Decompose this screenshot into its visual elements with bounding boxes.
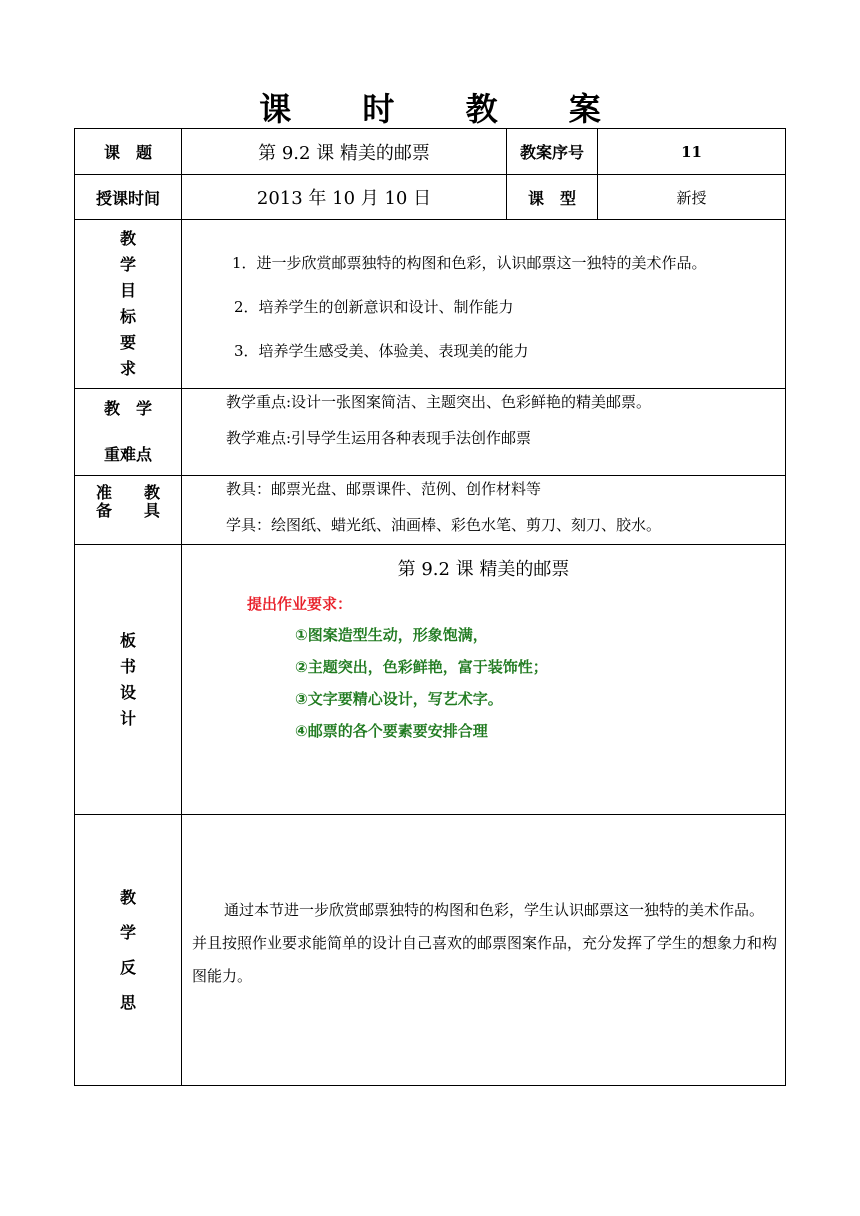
lesson-title-value: 第 9.2 课 精美的邮票	[182, 129, 507, 175]
goal-item: 2．培养学生的创新意识和设计、制作能力	[234, 298, 514, 316]
document-title: 课 时 教 案	[259, 90, 631, 128]
keypoints-content	[182, 389, 786, 476]
lesson-plan-table	[74, 128, 786, 1086]
row-time-type	[75, 175, 786, 220]
requirements-title: 提出作业要求：	[247, 595, 353, 613]
row-reflection	[75, 815, 786, 1086]
label-lesson: 课 题	[75, 129, 182, 175]
goal-item: 3．培养学生感受美、体验美、表现美的能力	[234, 342, 529, 360]
board-design-content	[182, 545, 786, 815]
teaching-date-value: 2013 年 10 月 10 日	[182, 175, 507, 220]
requirement-item: ④邮票的各个要素要安排合理	[295, 722, 488, 740]
label-lesson-type: 课 型	[507, 175, 598, 220]
requirement-item: ③文字要精心设计，写艺术字。	[295, 690, 503, 708]
teaching-focus: 教学重点:设计一张图案简洁、主题突出、色彩鲜艳的精美邮票。	[226, 393, 652, 411]
board-heading: 第 9.2 课 精美的邮票	[397, 559, 570, 580]
lesson-type-value: 新授	[598, 175, 786, 220]
plan-number-value: 11	[598, 129, 786, 175]
requirement-item: ②主题突出，色彩鲜艳，富于装饰性；	[295, 658, 548, 676]
label-keypoints: 教 学 重难点	[75, 389, 182, 476]
label-plan-number: 教案序号	[507, 129, 598, 175]
reflection-content	[182, 815, 786, 1086]
row-preparation	[75, 476, 786, 545]
label-reflection: 教 学 反 思	[75, 815, 182, 1086]
label-goals: 教 学 目 标 要 求	[75, 220, 182, 389]
teacher-aids: 教具：邮票光盘、邮票课件、范例、创作材料等	[226, 480, 542, 498]
goal-item: 1．进一步欣赏邮票独特的构图和色彩，认识邮票这一独特的美术作品。	[232, 254, 707, 272]
goals-content	[182, 220, 786, 389]
label-preparation: 准 教 备 具	[75, 476, 182, 545]
reflection-text: 通过本节进一步欣赏邮票独特的构图和色彩，学生认识邮票这一独特的美术作品。并且按照作业要求能简单的设计自己喜欢的邮票图案作品，充分发挥了学生的想象力和构图能力。	[192, 901, 778, 985]
label-board-design: 板 书 设 计	[75, 545, 182, 815]
row-board-design	[75, 545, 786, 815]
preparation-content	[182, 476, 786, 545]
row-keypoints	[75, 389, 786, 476]
label-teaching-time: 授课时间	[75, 175, 182, 220]
row-lesson-title	[75, 129, 786, 175]
requirement-item: ①图案造型生动，形象饱满，	[295, 626, 488, 644]
row-goals	[75, 220, 786, 389]
teaching-difficulty: 教学难点:引导学生运用各种表现手法创作邮票	[226, 429, 532, 447]
student-materials: 学具：绘图纸、蜡光纸、油画棒、彩色水笔、剪刀、刻刀、胶水。	[226, 516, 662, 534]
